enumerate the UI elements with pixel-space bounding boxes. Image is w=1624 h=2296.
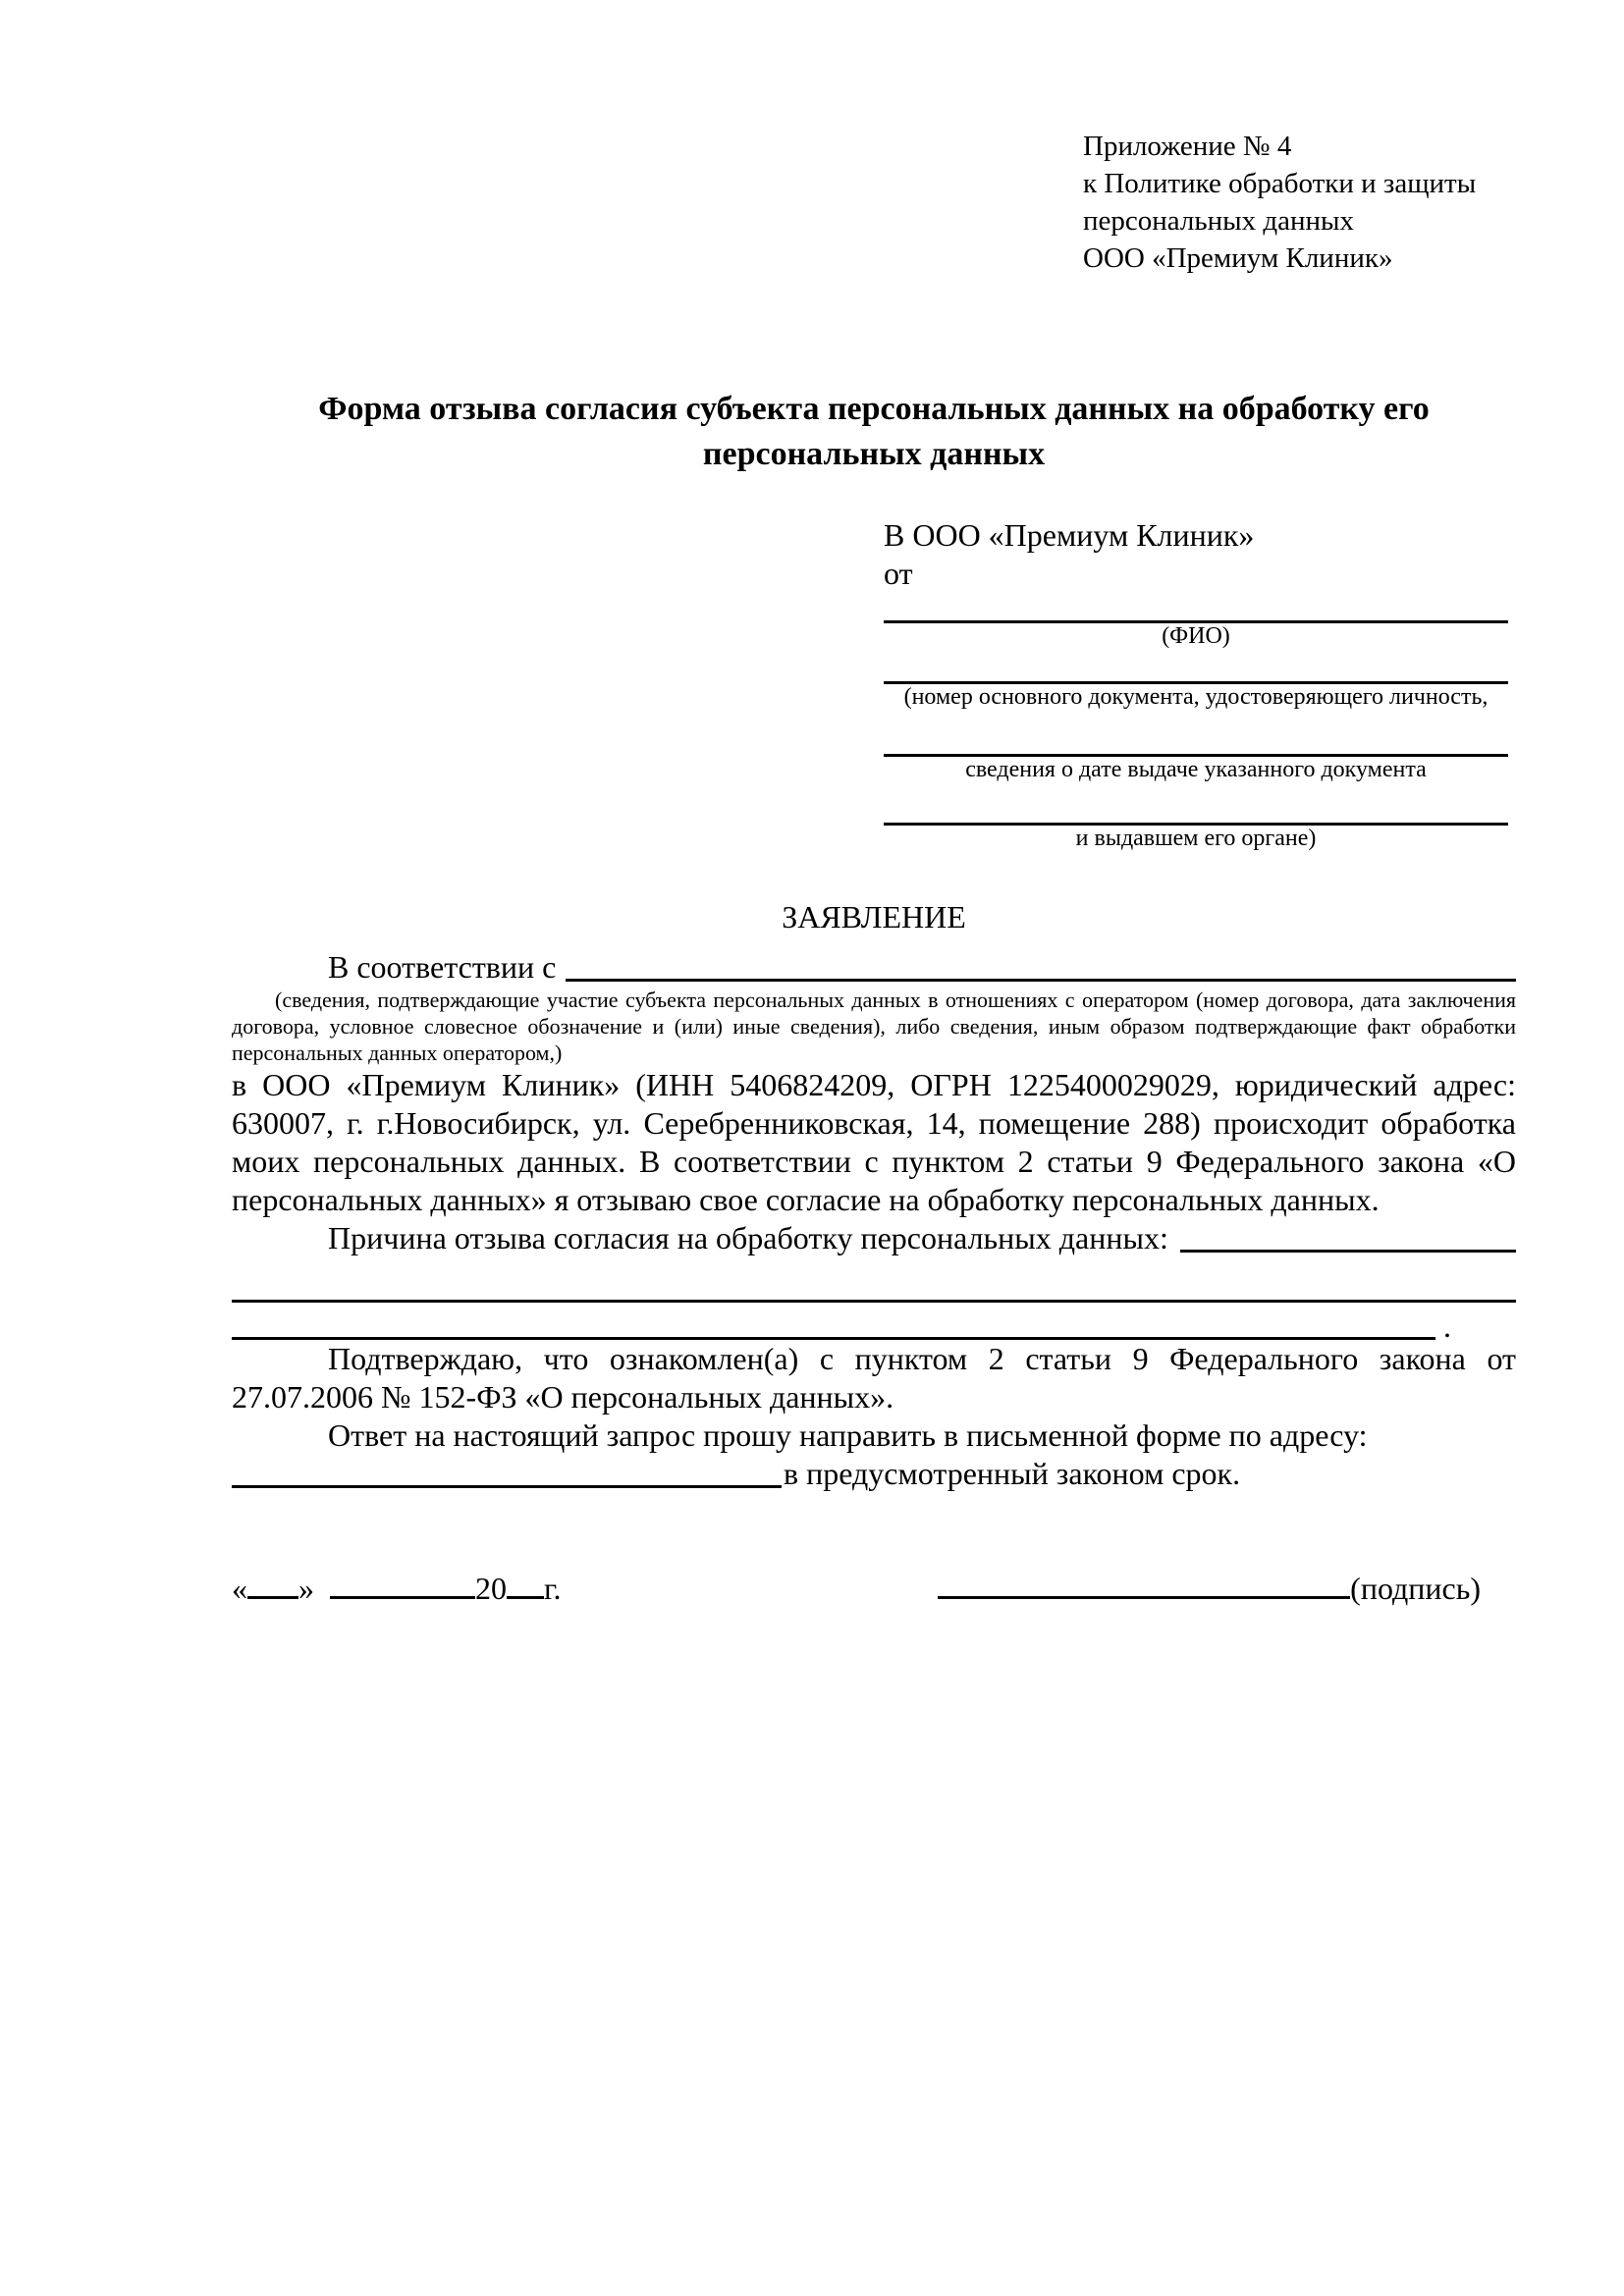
reason-continuation-line-2[interactable] <box>232 1337 1435 1340</box>
appendix-line: ООО «Премиум Клиник» <box>1083 242 1393 274</box>
basis-fill-line[interactable] <box>566 948 1516 982</box>
confirmation-paragraph: Подтверждаю, что ознакомлен(а) с пунктом 2 статьи 9 Федерального закона от 27.07.2006 № 152-ФЗ «О персональных данных». <box>232 1341 1516 1415</box>
body-paragraph: в ООО «Премиум Клиник» (ИНН 5406824209, ОГРН 1225400029029, юридический адрес: 630007, г. г.Новосибирск, ул. Серебренниковская, 14, помещение 288) происходит обработка моих персональных данных. В соответствии с пунктом 2 статьи 9 Федерального закона «О персональных данных» я отзываю свое согласие на обработку персональных данных. <box>232 1067 1516 1217</box>
date-signature-row <box>232 1570 1516 1608</box>
appendix-block <box>1083 128 1516 277</box>
reason-terminator: . <box>1443 1308 1451 1344</box>
addressee-to: В ООО «Премиум Клиник» <box>884 517 1255 553</box>
date-field <box>232 1570 562 1608</box>
date-century: 20 <box>475 1571 507 1606</box>
intro-label: В соответствии с <box>328 949 557 985</box>
reason-fill-line[interactable] <box>1180 1219 1516 1253</box>
year-fill-line[interactable] <box>507 1575 544 1599</box>
signature-field <box>938 1570 1481 1608</box>
reply-address-row <box>232 1455 1516 1493</box>
month-fill-line[interactable] <box>330 1575 475 1599</box>
signature-caption: (подпись) <box>1350 1571 1481 1606</box>
fio-caption: (ФИО) <box>1162 623 1230 649</box>
appendix-line: Приложение № 4 <box>1083 131 1292 162</box>
statement-heading: ЗАЯВЛЕНИЕ <box>782 899 966 934</box>
reason-continuation-line-1[interactable] <box>232 1257 1516 1303</box>
reason-continuation-row <box>232 1303 1516 1344</box>
reason-label: Причина отзыва согласия на обработку персональных данных: <box>328 1220 1168 1255</box>
document-title: Форма отзыва согласия субъекта персональных данных на обработку его персональных данных <box>318 391 1430 472</box>
appendix-line: к Политике обработки и защиты <box>1083 168 1477 199</box>
reply-tail: в предусмотренный законом срок. <box>784 1456 1241 1491</box>
day-fill-line[interactable] <box>247 1575 298 1599</box>
addressee-from-label: от <box>884 556 913 591</box>
date-open-quote: « <box>232 1571 247 1606</box>
reply-paragraph: Ответ на настоящий запрос прошу направить в письменной форме по адресу: <box>328 1417 1368 1453</box>
reply-address-fill-line[interactable] <box>232 1455 782 1488</box>
document-number-caption: (номер основного документа, удостоверяющего личность, <box>903 684 1489 710</box>
issuing-authority-caption: и выдавшем его органе) <box>1075 826 1317 851</box>
appendix-line: персональных данных <box>1083 205 1355 237</box>
intro-row <box>232 948 1516 987</box>
signature-fill-line[interactable] <box>938 1575 1350 1599</box>
reason-row <box>232 1219 1516 1257</box>
intro-note: (сведения, подтверждающие участие субъекта персональных данных в отношениях с оператором (номер договора, дата заключения договора, условное словесное обозначение и (или) иные сведения), либо сведения, иным образом подтверждающие факт обработки персональных данных оператором,) <box>232 988 1516 1065</box>
addressee-block <box>884 516 1508 851</box>
date-year-suffix: г. <box>544 1571 562 1606</box>
date-close-quote: » <box>298 1571 314 1606</box>
issue-date-caption: сведения о дате выдаче указанного документа <box>965 757 1427 782</box>
